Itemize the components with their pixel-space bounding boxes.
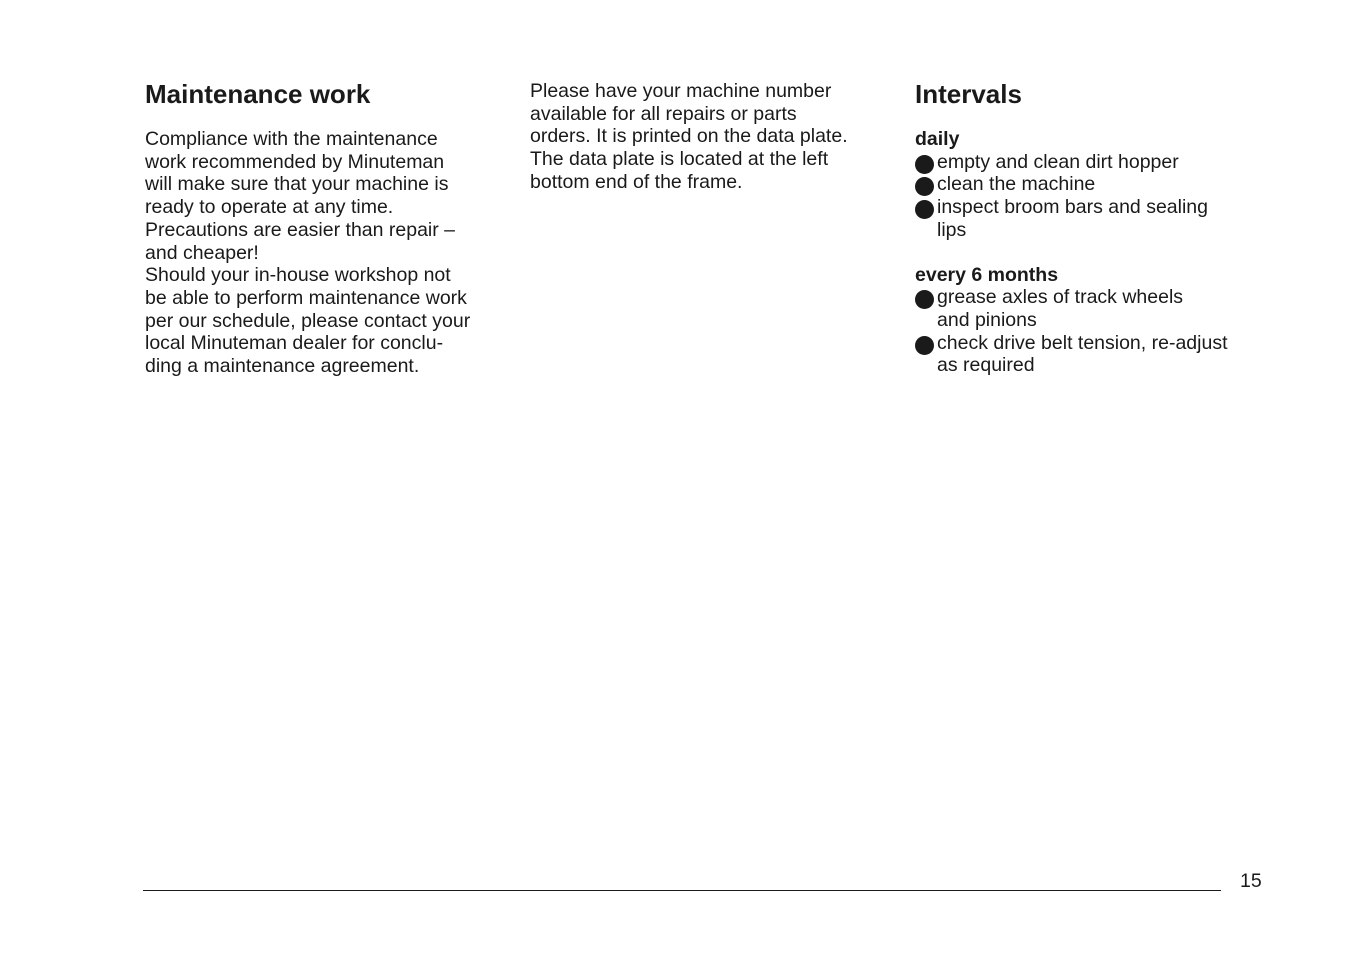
bullet-icon — [915, 336, 934, 355]
text-line: Precautions are easier than repair – — [145, 218, 456, 241]
list-item-text: check drive belt tension, re-adjust — [937, 331, 1228, 354]
bullet-icon — [915, 200, 934, 219]
bullet-icon — [915, 155, 934, 174]
machine-number-section — [530, 80, 890, 194]
list-item-text: empty and clean dirt hopper — [937, 150, 1179, 173]
spacer — [915, 242, 1295, 264]
text-line: The data plate is located at the left — [530, 148, 829, 171]
maintenance-work-heading: Maintenance work — [145, 79, 371, 109]
text-line: ding a maintenance agreement. — [145, 355, 420, 378]
text-line: per our schedule, please contact your — [145, 309, 471, 332]
list-item-text: as required — [937, 354, 1035, 377]
text-line: bottom end of the frame. — [530, 170, 743, 193]
text-line: and cheaper! — [145, 241, 259, 264]
list-item — [915, 286, 1295, 331]
list-item-text: and pinions — [937, 308, 1037, 331]
text-line: available for all repairs or parts — [530, 102, 797, 125]
list-item-text: inspect broom bars and sealing — [937, 196, 1208, 219]
six-months-subheading: every 6 months — [915, 263, 1059, 286]
text-line: local Minuteman dealer for conclu- — [145, 332, 444, 355]
page-number: 15 — [1240, 870, 1262, 892]
intervals-heading: Intervals — [915, 79, 1022, 109]
text-line: work recommended by Minuteman — [145, 150, 445, 173]
text-line: Should your in-house workshop not — [145, 264, 451, 287]
bullet-icon — [915, 290, 934, 309]
text-line: Please have your machine number — [530, 80, 832, 102]
daily-subheading: daily — [915, 128, 960, 150]
text-line: be able to perform maintenance work — [145, 286, 467, 309]
maintenance-work-section — [145, 78, 505, 378]
text-line: orders. It is printed on the data plate. — [530, 125, 848, 148]
text-line: will make sure that your machine is — [145, 173, 449, 196]
text-line: Compliance with the maintenance — [145, 128, 438, 150]
list-item-text: clean the machine — [937, 173, 1096, 196]
bullet-icon — [915, 177, 934, 196]
list-item — [915, 196, 1295, 241]
list-item — [915, 151, 1295, 174]
list-item-text: lips — [937, 218, 967, 241]
list-item — [915, 332, 1295, 377]
list-item — [915, 173, 1295, 196]
list-item-text: grease axles of track wheels — [937, 286, 1184, 309]
machine-number-text — [530, 80, 890, 194]
six-months-list — [915, 286, 1295, 377]
intervals-section — [915, 78, 1295, 377]
daily-list — [915, 151, 1295, 242]
footer-divider — [143, 890, 1221, 891]
text-line: ready to operate at any time. — [145, 196, 394, 219]
maintenance-work-text — [145, 128, 505, 378]
